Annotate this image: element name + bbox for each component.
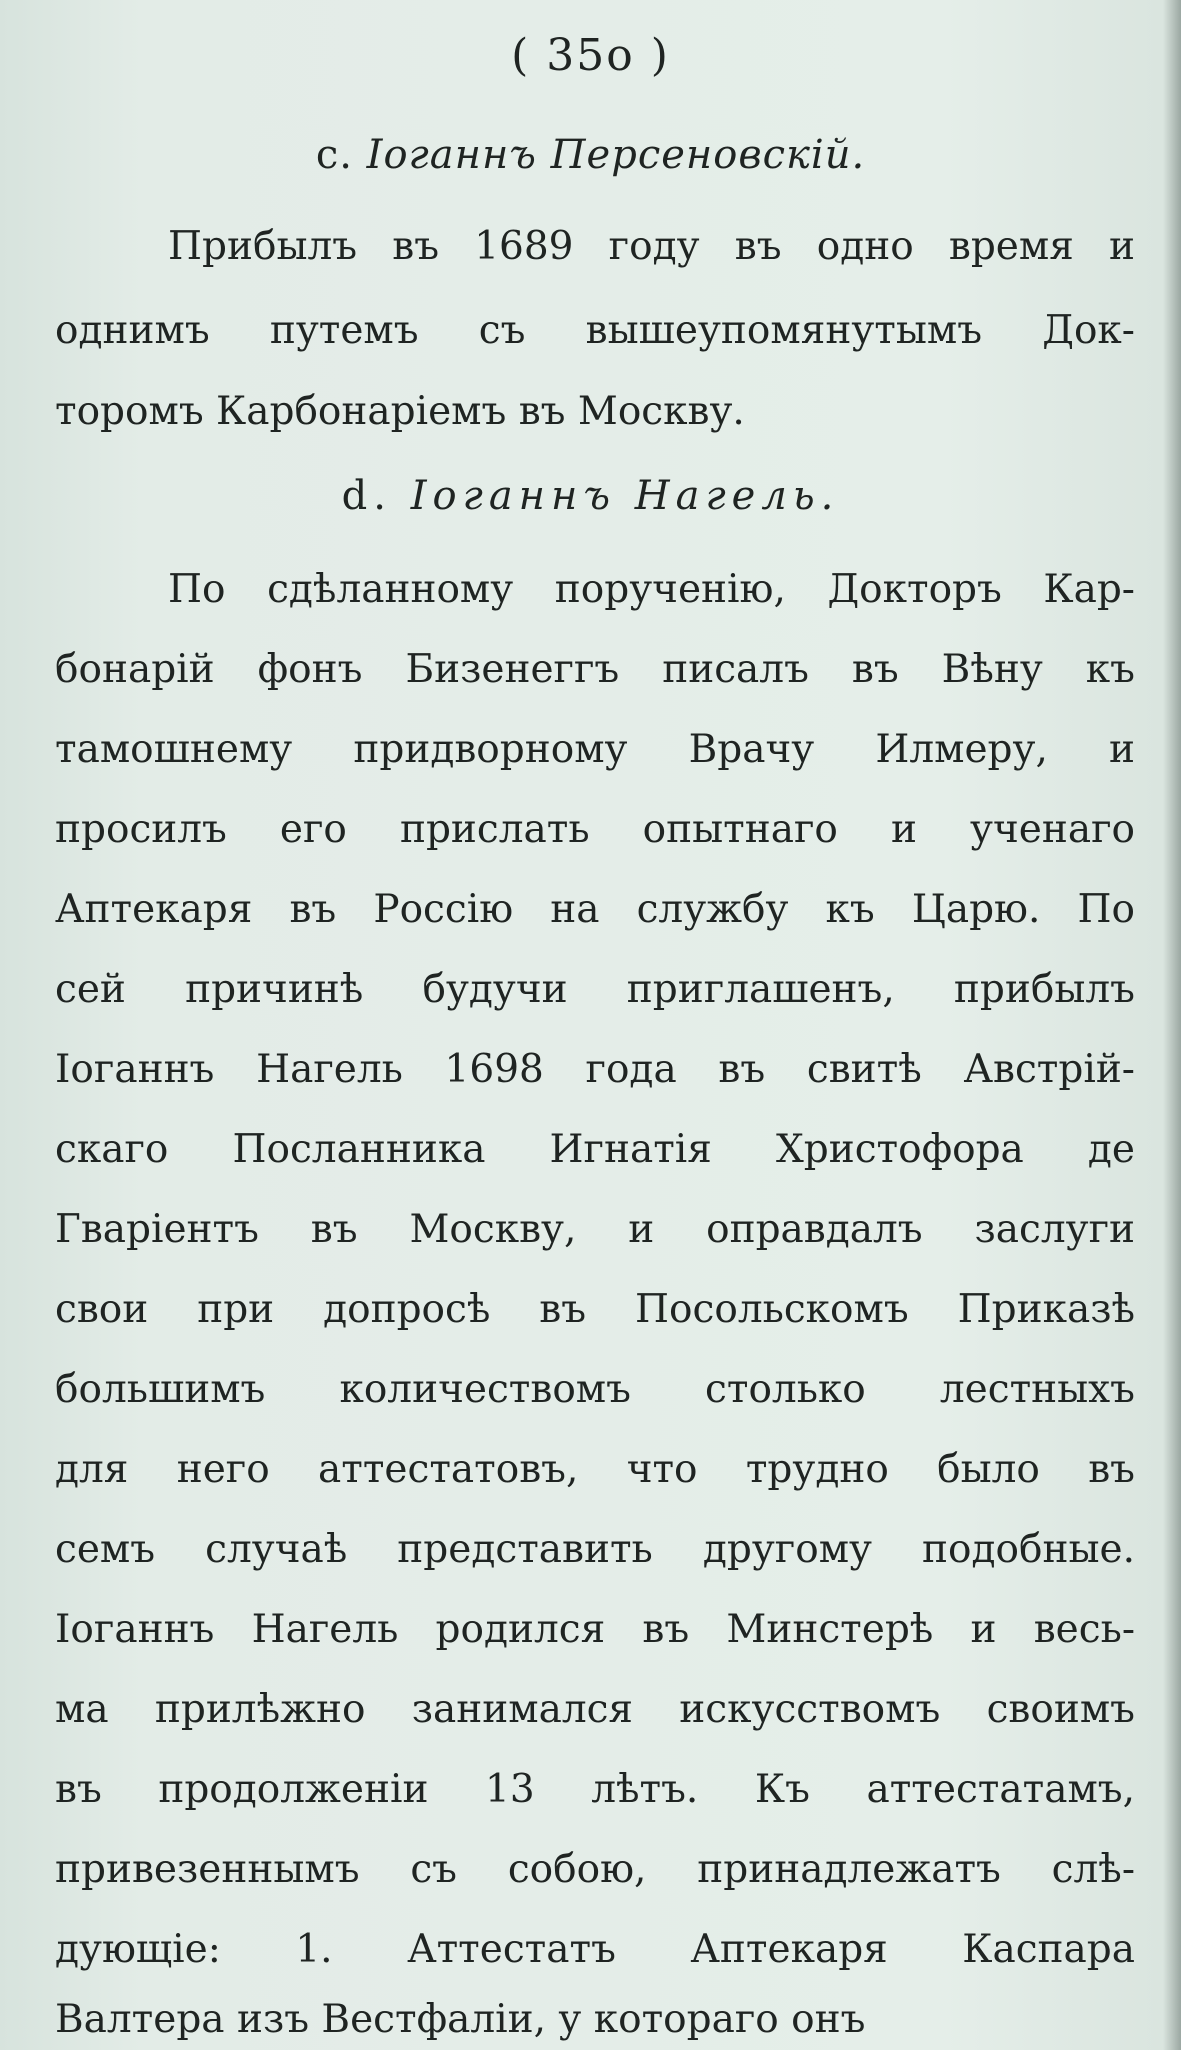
text-line: По сдѣланному порученію, Докторъ Кар- xyxy=(168,567,1135,612)
text-line: свои при допросѣ въ Посольскомъ Приказѣ xyxy=(55,1287,1135,1332)
page-number: ( 35o ) xyxy=(511,30,670,81)
text-line: Іоганнъ Нагель 1698 года въ свитѣ Австрій- xyxy=(55,1047,1135,1092)
text-line: однимъ путемъ съ вышеупомянутымъ Док- xyxy=(55,308,1135,353)
text-line: большимъ количествомъ столько лестныхъ xyxy=(55,1367,1135,1412)
text-line: дующіе: 1. Аттестатъ Аптекаря Каспара xyxy=(55,1927,1135,1972)
text-line: торомъ Карбонаріемъ въ Москву. xyxy=(55,389,745,434)
text-line: для него аттестатовъ, что трудно было въ xyxy=(55,1447,1135,1492)
text-line: Аптекаря въ Россію на службу къ Царю. По xyxy=(55,887,1135,932)
text-line: скаго Посланника Игнатія Христофора де xyxy=(55,1127,1135,1172)
text-line: привезеннымъ съ собою, принадлежатъ слѣ- xyxy=(55,1847,1135,1892)
section-c-name: Іоганнъ Персеновскій. xyxy=(366,132,866,178)
text-line: сей причинѣ будучи приглашенъ, прибылъ xyxy=(55,967,1135,1012)
text-line: Прибылъ въ 1689 году въ одно время и xyxy=(168,224,1135,269)
text-line: семъ случаѣ представить другому подобные. xyxy=(55,1527,1135,1572)
section-d-title xyxy=(0,473,1181,519)
text-line: въ продолженіи 13 лѣтъ. Къ аттестатамъ, xyxy=(55,1767,1135,1812)
page-edge-shadow xyxy=(1163,0,1181,2050)
text-line: тамошнему придворному Врачу Илмеру, и xyxy=(55,727,1135,772)
section-c-letter: c. xyxy=(315,132,353,178)
section-c-title xyxy=(0,132,1181,178)
text-line: бонарій фонъ Бизенеггъ писалъ въ Вѣну къ xyxy=(55,647,1135,692)
text-line: Валтера изъ Вестфаліи, у котораго онъ xyxy=(55,1997,866,2042)
text-line: Гваріентъ въ Москву, и оправдалъ заслуги xyxy=(55,1207,1135,1252)
text-line: просилъ его прислать опытнаго и ученаго xyxy=(55,807,1135,852)
section-d-letter: d. xyxy=(341,473,392,519)
text-line: ма прилѣжно занимался искусствомъ своимъ xyxy=(55,1687,1135,1732)
section-d-name: Іоганнъ Нагель. xyxy=(410,473,840,519)
text-line: Іоганнъ Нагель родился въ Минстерѣ и весь- xyxy=(55,1607,1135,1652)
